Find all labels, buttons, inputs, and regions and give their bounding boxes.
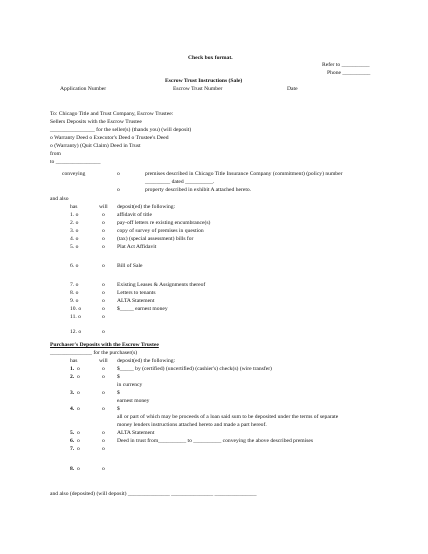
item-text: Existing Leases & Assignments thereof [117,282,206,288]
item-number: 7. [70,446,75,452]
checkbox-o: o [117,171,120,177]
item-text: ALTA Statement [117,298,155,304]
checkbox-o: o [102,329,105,335]
item-text: copy of survey of premises in question [117,228,204,234]
date-header: Date [287,86,298,92]
item-text: all or part of which may be proceeds of a loan said sum to be deposited under the terms of separate [117,414,339,420]
item-text: Plat Act Affidavit [117,244,157,250]
intro-line: To: Chicago Title and Trust Company, Escrow Trustee: [50,111,174,117]
item-text: ALTA Statement [117,430,155,436]
intro-line: ________________ for the seller(s) (thands you) (will deposit) [50,127,192,133]
checkbox-o: o [102,466,105,472]
conveying-text-1b: _________ dated __________. [145,179,215,185]
and-also-label: and also [50,196,69,202]
item-number: 6. o [70,263,79,269]
intro-line: o Warranty Deed o Executor's Deed o Trustee's Deed [50,135,169,141]
conveying-label: conveying [62,171,86,177]
escrow-trust-number-header: Escrow Trust Number [173,86,223,92]
checkbox-o: o [102,263,105,269]
intro-line: Sellers Deposits with the Escrow Trustee [50,119,142,125]
item-number: 4. [70,406,75,412]
refer-to-field: Refer to __________ [322,62,370,68]
item-number: 7. o [70,282,79,288]
item-number: 9. o [70,298,79,304]
item-text: $_____ by (certified) (uncertified) (cashier's) check(s) (wire transfer) [117,366,272,372]
item-text: $_____ earnest money [117,306,168,312]
checkbox-o: o [77,466,80,472]
item-number: 2. [70,374,75,380]
intro-line: from [50,151,61,157]
item-text: $ [117,406,120,412]
item-text: affidavit of title [117,212,153,218]
item-text: money lenders instructions attached hereto and made a part hereof. [117,422,267,428]
checkbox-o: o [102,220,105,226]
checkbox-o: o [77,390,80,396]
doc-title: Check box format. [188,55,233,61]
item-number: 3. [70,390,75,396]
item-number: 3. o [70,228,79,234]
checkbox-o: o [102,314,105,320]
checkbox-o: o [102,374,105,380]
item-number: 1. [70,366,75,372]
checkbox-o: o [102,236,105,242]
item-number: 1. o [70,212,79,218]
item-number: 10. o [70,306,82,312]
closing-line: and also (deposited) (will deposit) _______________ _______________ _______________ [50,491,257,497]
checkbox-o: o [102,244,105,250]
checkbox-o: o [77,366,80,372]
checkbox-o: o [102,406,105,412]
item-number: 8. [70,466,75,472]
checkbox-o: o [77,446,80,452]
purchaser-will-header: will [99,358,108,364]
item-text: Deed in trust from__________ to __________ conveying the above described premises [117,438,314,444]
checkbox-o: o [102,290,105,296]
conveying-text-2: property described in exhibit A attached hereto. [145,187,252,193]
conveying-text-1: premises described in Chicago Title Insurance Company (commitment) (policy) number [145,171,343,177]
purchaser-deposit-header: deposit(ed) the following: [117,358,176,364]
checkbox-o: o [102,306,105,312]
deposit-header: deposit(ed) the following: [117,204,176,210]
purchaser-has-header: has [70,358,78,364]
intro-line: o (Warranty) (Quit Claim) Deed in Trust [50,143,141,149]
purchaser-section-title: Purchaser's Deposits with the Escrow Trustee [50,342,159,348]
checkbox-o: o [102,446,105,452]
item-number: 12. o [70,329,82,335]
item-text: pay-off letters re existing encumbrance(s) [117,220,211,226]
item-text: (tax) (special assessment) bills for [117,236,194,242]
item-text: $ [117,390,120,396]
checkbox-o: o [102,366,105,372]
item-text: Bill of Sale [117,263,143,269]
has-header: has [70,204,78,210]
checkbox-o: o [117,187,120,193]
item-number: 11. o [70,314,81,320]
item-text: Letters to tenants [117,290,156,296]
checkbox-o: o [102,228,105,234]
will-header: will [99,204,108,210]
checkbox-o: o [102,430,105,436]
item-number: 6. [70,438,75,444]
purchaser-line: _______________ for the purchaser(s) [50,350,138,356]
checkbox-o: o [77,430,80,436]
checkbox-o: o [102,298,105,304]
checkbox-o: o [102,438,105,444]
item-number: 5. o [70,244,79,250]
item-text: earnest money [117,398,150,404]
item-text: $ [117,374,120,380]
checkbox-o: o [77,438,80,444]
checkbox-o: o [102,212,105,218]
application-number-header: Application Number [60,86,107,92]
checkbox-o: o [77,406,80,412]
item-number: 5. [70,430,75,436]
item-number: 2. o [70,220,79,226]
checkbox-o: o [102,282,105,288]
checkbox-o: o [102,390,105,396]
item-number: 4. o [70,236,79,242]
phone-field: Phone __________ [327,70,371,76]
intro-line: to ________________ [50,159,101,165]
item-text: in currency [117,382,143,388]
checkbox-o: o [77,374,80,380]
section-title: Escrow Trust Instructions (Sale) [165,78,243,84]
item-number: 8. o [70,290,79,296]
